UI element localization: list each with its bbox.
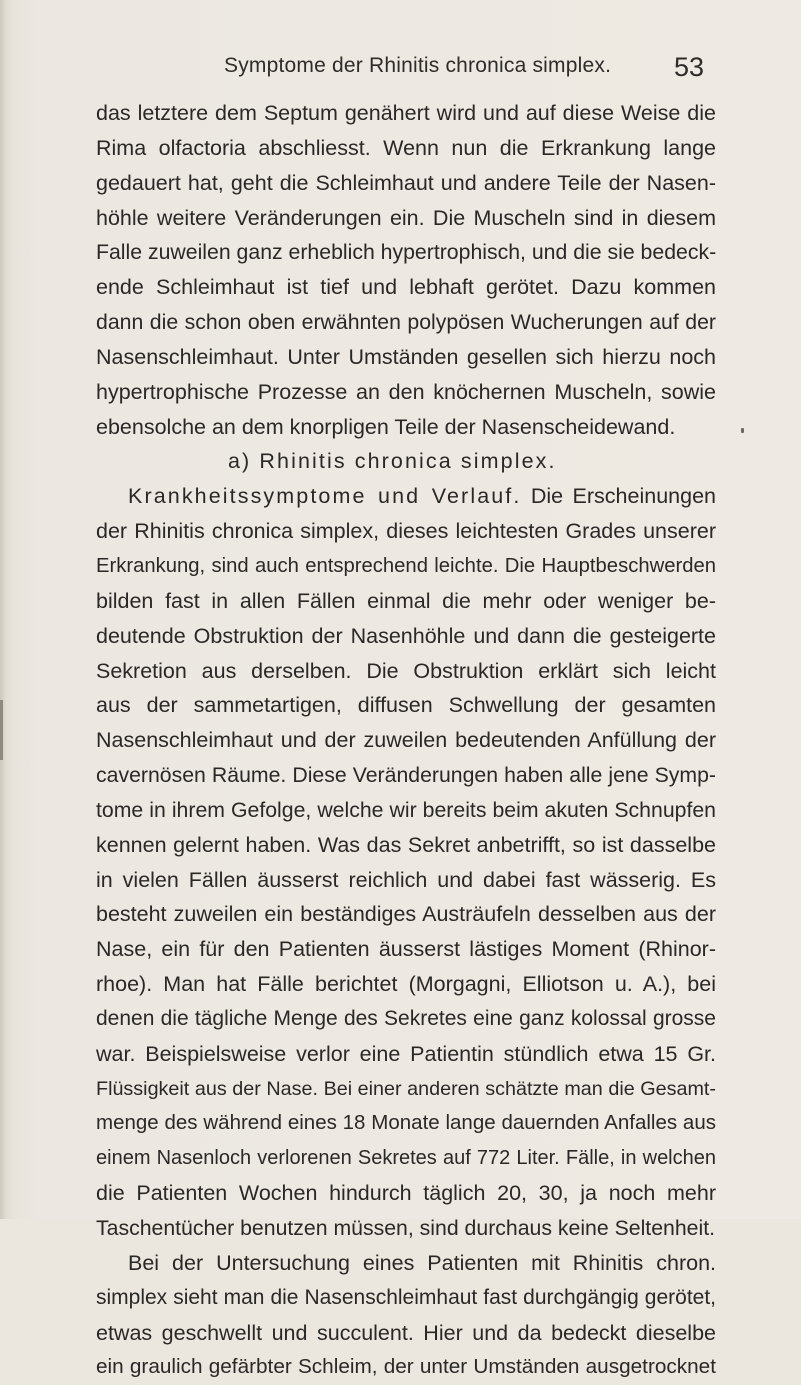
text-line: Nasenschleimhaut. Unter Umständen gesellen sich hierzu noch: [96, 344, 716, 369]
text-line: bilden fast in allen Fällen einmal die mehr oder weniger be-: [96, 588, 716, 613]
text-line: [96, 479, 716, 514]
text-line: dann die schon oben erwähnten polypösen Wucherungen auf der: [96, 310, 716, 335]
text-line: cavernösen Räume. Diese Veränderungen haben alle jene Symp-: [96, 763, 716, 788]
page-crease: [0, 0, 6, 1219]
text-line: Nasenschleimhaut und der zuweilen bedeutenden Anfüllung der: [96, 728, 716, 753]
text-line: kennen gelernt haben. Was das Sekret anbetrifft, so ist dasselbe: [96, 832, 716, 857]
text-line: ende Schleimhaut ist tief und lebhaft gerötet. Dazu kommen: [96, 275, 716, 300]
text-line-rest: Die Erscheinungen: [521, 484, 716, 509]
text-line: der Rhinitis chronica simplex, dieses leichtesten Grades unserer: [96, 519, 716, 544]
text-line: in vielen Fällen äusserst reichlich und dabei fast wässerig. Es: [96, 867, 716, 892]
page-number: 53: [674, 52, 705, 82]
text-line: höhle weitere Veränderungen ein. Die Muscheln sind in diesem: [96, 205, 716, 230]
text-line: Erkrankung, sind auch entsprechend leichte. Die Hauptbeschwerden: [96, 554, 716, 577]
body-text: [96, 96, 716, 1385]
page-header: [0, 54, 801, 90]
text-line: aus der sammetartigen, diffusen Schwellung der gesamten: [96, 693, 716, 718]
text-line: etwas geschwellt und succulent. Hier und da bedeckt dieselbe: [96, 1320, 716, 1345]
running-title: Symptome der Rhinitis chronica simplex.: [224, 54, 612, 77]
text-line: Sekretion aus derselben. Die Obstruktion erklärt sich leicht: [96, 658, 716, 683]
text-line: gedauert hat, geht die Schleimhaut und andere Teile der Nasen-: [96, 170, 716, 195]
text-line: war. Beispielsweise verlor eine Patientin stündlich etwa 15 Gr.: [96, 1041, 716, 1066]
text-line: hypertrophische Prozesse an den knöchernen Muscheln, sowie: [96, 379, 716, 404]
text-line: das letztere dem Septum genähert wird und auf diese Weise die: [96, 101, 716, 125]
text-line: Falle zuweilen ganz erheblich hypertrophisch, und die sie bedeck-: [96, 240, 717, 265]
text-line: einem Nasenloch verlorenen Sekretes auf 772 Liter. Fälle, in welchen: [96, 1147, 716, 1170]
margin-mark: [0, 700, 3, 760]
ink-speck: [741, 428, 744, 433]
section-heading: a) Rhinitis chronica simplex.: [228, 449, 557, 474]
text-line: Taschentücher benutzen müssen, sind durchaus keine Seltenheit.: [96, 1216, 715, 1240]
text-line: Flüssigkeit aus der Nase. Bei einer anderen schätzte man die Gesamt-: [96, 1077, 716, 1100]
text-line: die Patienten Wochen hindurch täglich 20, 30, ja noch mehr: [96, 1181, 716, 1206]
text-line: Nase, ein für den Patienten äusserst lästiges Moment (Rhinor-: [96, 937, 716, 962]
text-line: menge des während eines 18 Monate lange dauernden Anfalles aus: [96, 1111, 716, 1135]
text-line: ebensolche an dem knorpligen Teile der Nasenscheidewand.: [96, 414, 676, 439]
text-line: Bei der Untersuchung eines Patienten mit Rhinitis chron.: [128, 1250, 716, 1275]
text-line: Rima olfactoria abschliesst. Wenn nun die Erkrankung lange: [96, 135, 716, 160]
subsection-label: Krankheitssymptome und Verlauf.: [128, 484, 522, 509]
text-line: simplex sieht man die Nasenschleimhaut fast durchgängig gerötet,: [96, 1285, 716, 1309]
text-line: deutende Obstruktion der Nasenhöhle und dann die gesteigerte: [96, 623, 716, 648]
text-line: denen die tägliche Menge des Sekretes eine ganz kolossal grosse: [96, 1006, 716, 1030]
text-line: ein graulich gefärbter Schleim, der unter Umständen ausgetrocknet: [96, 1355, 716, 1379]
text-line: rhoe). Man hat Fälle berichtet (Morgagni, Elliotson u. A.), bei: [96, 972, 716, 997]
text-line: tome in ihrem Gefolge, welche wir bereits beim akuten Schnupfen: [96, 797, 716, 822]
text-line: besteht zuweilen ein beständiges Austräufeln desselben aus der: [96, 902, 716, 927]
